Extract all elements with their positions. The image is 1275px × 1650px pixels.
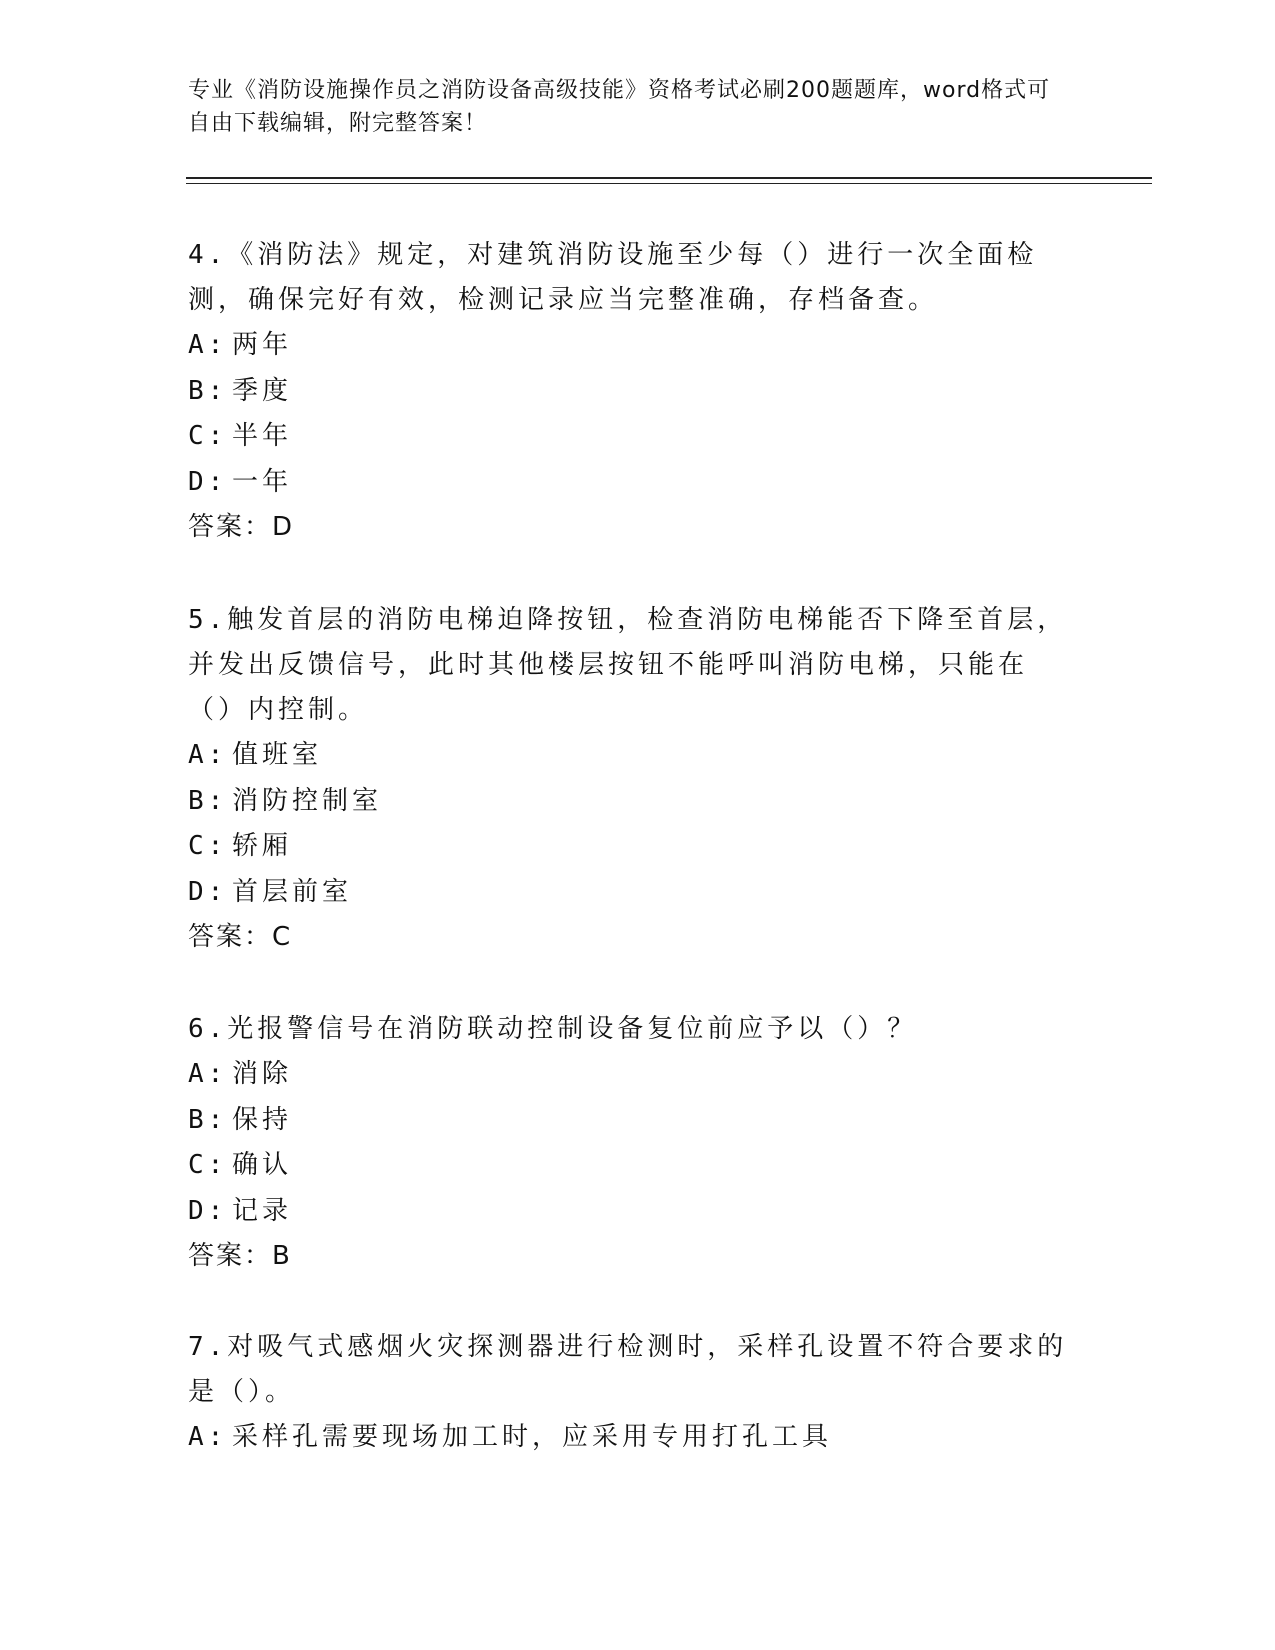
option-text: 采样孔需要现场加工时，应采用专用打孔工具: [232, 1422, 833, 1452]
option-b: [188, 369, 1068, 415]
option-letter: D:: [188, 876, 228, 907]
option-text: 首层前室: [232, 876, 353, 907]
question-text: 4.《消防法》规定，对建筑消防设施至少每（）进行一次全面检测，确保完好有效，检测记录应当完整准确，存档备查。: [188, 240, 1038, 315]
option-letter: D:: [188, 1195, 228, 1226]
option-d: [188, 1189, 1068, 1235]
option-a: [188, 323, 1068, 369]
option-letter: D:: [188, 466, 228, 497]
option-text: 季度: [232, 375, 293, 406]
option-letter: A:: [188, 1059, 228, 1089]
option-text: 值班室: [232, 740, 323, 770]
question-text: 6.光报警信号在消防联动控制设备复位前应予以（）？: [188, 1014, 918, 1044]
option-a: [188, 733, 1068, 779]
option-text: 确认: [232, 1150, 293, 1180]
option-text: 消防控制室: [232, 785, 383, 816]
option-a: [188, 1052, 1068, 1098]
header-divider-thin: [186, 183, 1152, 184]
question-5: [188, 598, 1068, 960]
question-6: [188, 1007, 1068, 1279]
document-header: 专业《消防设施操作员之消防设备高级技能》资格考试必刷200题题库，word格式可自由下载编辑，附完整答案！: [188, 78, 1051, 136]
option-letter: A:: [188, 1422, 228, 1452]
option-letter: C:: [188, 831, 228, 861]
question-4: [188, 233, 1068, 550]
option-letter: B:: [188, 1104, 228, 1135]
option-d: [188, 870, 1068, 916]
option-text: 一年: [232, 466, 293, 497]
question-text: 7.对吸气式感烟火灾探测器进行检测时，采样孔设置不符合要求的是（）。: [188, 1332, 1068, 1407]
option-letter: B:: [188, 785, 228, 816]
option-letter: A:: [188, 330, 228, 360]
option-text: 消除: [232, 1059, 293, 1089]
option-c: [188, 414, 1068, 460]
option-letter: C:: [188, 1150, 228, 1180]
option-a: [188, 1415, 1068, 1461]
option-text: 保持: [232, 1104, 293, 1135]
option-letter: C:: [188, 421, 228, 451]
option-text: 轿厢: [232, 831, 293, 861]
option-letter: A:: [188, 740, 228, 770]
option-b: [188, 1098, 1068, 1144]
option-c: [188, 824, 1068, 870]
option-text: 两年: [232, 330, 293, 360]
option-d: [188, 460, 1068, 506]
option-text: 半年: [232, 421, 293, 451]
option-text: 记录: [232, 1195, 293, 1226]
option-letter: B:: [188, 375, 228, 406]
answer-line: 答案：B: [188, 1241, 292, 1271]
option-b: [188, 779, 1068, 825]
question-7: [188, 1325, 1068, 1461]
option-c: [188, 1143, 1068, 1189]
question-text: 5.触发首层的消防电梯迫降按钮，检查消防电梯能否下降至首层，并发出反馈信号，此时其他楼层按钮不能呼叫消防电梯，只能在（）内控制。: [188, 605, 1068, 725]
answer-line: 答案：D: [188, 512, 295, 542]
answer-line: 答案：C: [188, 922, 293, 952]
header-divider: [186, 177, 1152, 179]
